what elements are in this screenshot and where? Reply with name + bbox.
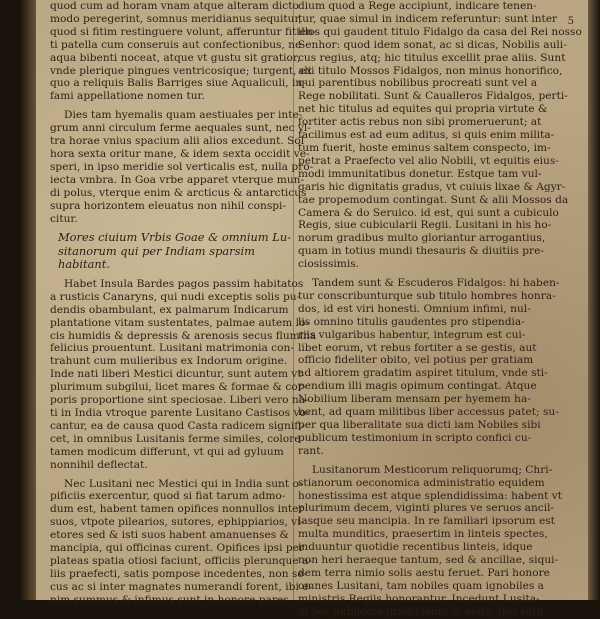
text-line: officio fideliter obito, vel potius per gratiam <box>298 354 534 367</box>
text-line: speri, in ipso meridie sol verticalis est, nulla pro- <box>50 160 314 173</box>
text-line: dem terra nimio solis aestu feruet. Pari honore <box>298 566 550 579</box>
book-gutter-shadow <box>18 0 38 600</box>
text-line: ti in India vtroque parente Lusitano Castisos vo- <box>50 406 310 419</box>
section-heading <box>58 231 290 272</box>
text-line: illos qui gaudent titulo Fidalgo da casa del Rei nosso <box>298 25 582 38</box>
text-line: Habet Insula Bardes pagos passim habitatos <box>64 277 304 290</box>
text-line: net hic titulus ad equites qui propria virtute & <box>298 103 548 116</box>
text-line: supra horizontem eleuatus non nihil conspi- <box>50 199 287 212</box>
text-line: Regis, siue cubicularii Regii. Lusitani in his ho- <box>298 219 552 232</box>
text-line: tur, quae simul in indicem referuntur: sunt inter <box>298 12 558 25</box>
text-line: nim summus & infimus sunt in honore pares, <box>50 593 292 606</box>
text-line: modi immunitatibus donetur. Estque tam vul- <box>298 167 542 180</box>
text-line: petrat a Praefecto vel alio Nobili, vt equitis eius- <box>298 154 559 167</box>
text-line: alii titulo Mossos Fidalgos, non minus honorifico, <box>298 64 563 77</box>
text-line: non heri heraeque tantum, sed & ancillae, siqui- <box>298 554 559 567</box>
paragraph-1 <box>298 0 582 271</box>
text-line: ad altiorem gradatim aspiret titulum, vnde sti- <box>298 367 548 380</box>
text-line: Nec Lusitani nec Mestici qui in India sunt o- <box>64 477 303 490</box>
book-page <box>36 0 588 618</box>
text-line: etores sed & isti suos habent amanuenses & <box>50 529 289 542</box>
text-line: Dies tam hyemalis quam aestiuales per inte- <box>64 109 303 122</box>
right-column <box>298 0 582 619</box>
text-line: qui parentibus nobilibus procreati sunt vel a <box>298 77 538 90</box>
text-line: Senhor: quod idem sonat, ac si dicas, Nobilis auli- <box>298 38 567 51</box>
text-line: iecta vmbra. In Goa vrbe apparet vterque mun- <box>50 173 305 186</box>
text-line: ni per publicum gradu lento & elato, ipsi satu <box>298 605 544 618</box>
text-line: ti patella cum conseruis aut confectionibus, ne <box>50 38 302 51</box>
paragraph-2 <box>50 109 314 225</box>
text-line: stianorum oeconomica administratio equidem <box>298 476 545 489</box>
text-line: riis vulgaribus habentur, integrum est cui- <box>298 328 526 341</box>
text-line: mancipia, qui officinas curent. Opifices ipsi per <box>50 542 304 555</box>
text-line: lasque seu mancipia. In re familiari ipsorum est <box>298 515 555 528</box>
text-line: Mores ciuium Vrbis Goae & omnium Lu- <box>58 230 292 245</box>
text-line: quam in totius mundi thesauris & diuitiis pre- <box>298 245 544 258</box>
paragraph-4 <box>50 477 313 607</box>
text-line: cet, in omnibus Lusitanis ferme similes, colore <box>50 432 301 445</box>
text-line: libet eorum, vt rebus fortiter a se gestis, aut <box>298 341 537 354</box>
margin-number: 5 <box>567 16 574 27</box>
text-line: tum fuerit, hoste eminus saltem conspecto, im- <box>298 141 551 154</box>
text-line: dum est, habent tamen opifices nonnullos inter <box>50 503 304 516</box>
text-line: dendis obambulant, ex palmarum Indicarum <box>50 303 289 316</box>
paragraph-1 <box>50 0 317 103</box>
text-line: quod cum ad horam vnam atque alteram dicto <box>50 0 299 12</box>
text-line: honestissima est atque splendidissima: habent vt <box>298 489 562 502</box>
text-line: pendium illi magis opimum contingat. Atque <box>298 380 537 393</box>
paragraph-2 <box>298 277 560 458</box>
text-line: fortiter actis rebus non sibi promeruerunt; at <box>298 116 542 129</box>
text-line: rant. <box>298 444 324 457</box>
text-line: lis omnino titulis gaudentes pro stipendia- <box>298 315 525 328</box>
text-line: nonnihil deflectat. <box>50 458 148 471</box>
text-line: cantur, ea de causa quod Casta radicem signifi- <box>50 419 305 432</box>
text-line: cis humidis & depressis & arenosis secus flumina <box>50 329 317 342</box>
text-line: norum gradibus multo gloriantur arrogantius, <box>298 232 546 245</box>
text-line: dos, id est viri honesti. Omnium infimi, nul- <box>298 302 531 315</box>
text-line: bent, ad quam militibus liber accessus patet; su- <box>298 406 559 419</box>
text-line: fami appellatione nomen tur. <box>50 90 205 103</box>
text-line: Inde nati liberi Mestici dicuntur, sunt autem vt <box>50 368 302 381</box>
text-line: induuntur quotidie recentibus linteis, idque <box>298 541 533 554</box>
text-line: quod si fitim restinguere volunt, afferuntur fitien- <box>50 25 317 38</box>
text-line: pificiis exercentur, quod si fiat tarum admo- <box>50 490 286 503</box>
text-line: cus regius, atq; hic titulus excellit prae aliis. Sunt <box>298 51 566 64</box>
text-line: Lusitanorum Mesticorum reliquorumq; Chri- <box>312 463 553 476</box>
text-line: a rusticis Canaryns, qui nudi exceptis solis pu- <box>50 290 301 303</box>
text-line: Camera & do Seruico. id est, qui sunt a cubiculo <box>298 206 559 219</box>
text-line: cus ac si inter magnates numerandi forent, ibi e- <box>50 580 313 593</box>
text-line: garis hic dignitatis gradus, vt cuiuis lixae & Agyr- <box>298 180 566 193</box>
text-line: ciosissimis. <box>298 258 360 271</box>
text-line: sitanorum qui per Indiam sparsim <box>58 243 255 258</box>
text-line: ministris Regiis honorantur. Incedunt Lusita- <box>298 592 540 605</box>
text-line: Nobilium liberam mensam per hyemem ha- <box>298 393 531 406</box>
text-line: omnes Lusitani, tam nobiles quam ignobiles a <box>298 579 544 592</box>
text-line: dium quod a Rege accipiunt, indicare tenen- <box>298 0 537 12</box>
text-line: publicum testimonium in scripto confici cu- <box>298 431 532 444</box>
text-line: aqua bibenti noceat, atque vt gustu sit gratior, <box>50 51 301 64</box>
text-line: tae propemodum contingat. Sunt & alii Mossos da <box>298 193 569 206</box>
text-line: habitant. <box>58 257 110 272</box>
text-line: facilimus est ad eum aditus, si quis enim milita- <box>298 129 555 142</box>
text-line: tur conscribunturque sub titulo hombres honra- <box>298 289 556 302</box>
page-edge-shadow <box>588 0 600 600</box>
text-line: poris proportione sint speciosae. Liberi vero na- <box>50 394 309 407</box>
text-line: plurimum decem, viginti plures ve seruos ancil- <box>298 502 555 515</box>
text-line: grum anni circulum ferme aequales sunt, nec vl- <box>50 122 311 135</box>
text-line: quo a reliquis Balis Barriges siue Aqualiculi, in- <box>50 77 306 90</box>
text-line: felicius prouentunt. Lusitani matrimonia con- <box>50 342 294 355</box>
text-line: citur. <box>50 212 78 225</box>
text-line: multa munditics, praesertim in linteis spectes, <box>298 528 548 541</box>
text-line: plantatione vitam sustentates, palmae autem lo- <box>50 316 309 329</box>
text-line: per qua liberalitate sua dicti iam Nobiles sibi <box>298 419 541 431</box>
text-line: suos, vtpote pilearios, sutores, ephippiarios, vi- <box>50 516 305 529</box>
text-line: tamen modicum differunt, vt qui ad gyluum <box>50 445 284 458</box>
text-line: hora sexta oritur mane, & idem sexta occidit ve- <box>50 147 310 160</box>
text-line: Tandem sunt & Escuderos Fidalgos: hi haben- <box>312 277 560 290</box>
text-line: tra horae vnius spacium alii alios excedunt. Sol <box>50 135 305 148</box>
text-line: plurimum subgilui, licet mares & formae & cor- <box>50 381 307 394</box>
text-line: liis praefecti, satis pompose incedentes, non se- <box>50 567 308 580</box>
text-line: modo peregerint, somnus meridianus sequitur, <box>50 12 302 25</box>
text-line: di polus, vterque enim & arcticus & antarcticus <box>50 186 307 199</box>
text-line: vnde plerique pingues ventricosique; turgent, ex <box>50 64 313 77</box>
paragraph-3 <box>298 463 562 619</box>
text-line: plateas spatia otiosi faciunt, officiis plerunque a- <box>50 554 312 567</box>
text-line: trahunt cum mulieribus ex Indorum origine. <box>50 355 288 368</box>
text-line: Rege nobilitati. Sunt & Caualleros Fidalgos, perti- <box>298 90 568 103</box>
